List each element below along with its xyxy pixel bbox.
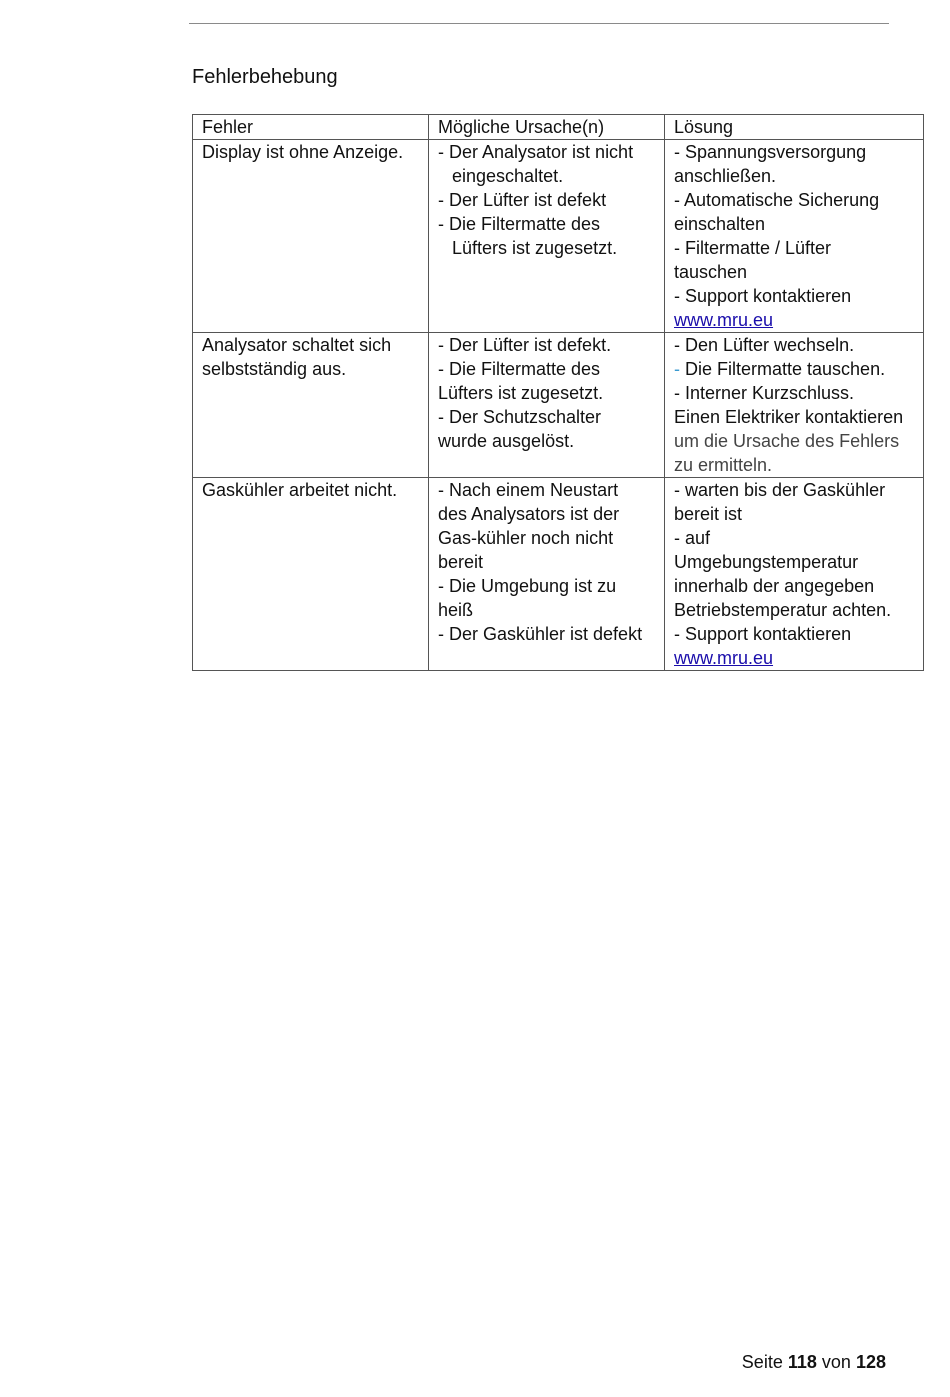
ursachen-cell xyxy=(429,478,665,671)
table-row xyxy=(193,478,924,671)
column-header-loesung: Lösung xyxy=(665,115,924,140)
ursache-line: wurde ausgelöst. xyxy=(438,431,575,451)
table-row xyxy=(193,333,924,478)
troubleshooting-table xyxy=(192,114,924,671)
ursachen-cell xyxy=(429,140,665,333)
loesung-cell xyxy=(665,333,924,478)
loesung-line: - Automatische Sicherung xyxy=(674,190,880,210)
ursache-line: - Der Lüfter ist defekt. xyxy=(438,335,612,355)
ursache-line: bereit xyxy=(438,552,484,572)
loesung-line: - auf xyxy=(674,528,711,548)
ursache-line: eingeschaltet. xyxy=(452,166,564,186)
loesung-line: - Support kontaktieren xyxy=(674,624,852,644)
ursache-line: - Die Filtermatte des xyxy=(438,214,601,234)
page-separator: von xyxy=(821,1352,851,1372)
ursache-line: - Der Analysator ist nicht xyxy=(438,142,634,162)
ursache-line: - Der Gaskühler ist defekt xyxy=(438,624,643,644)
loesung-line: Umgebungstemperatur xyxy=(674,552,859,572)
total-pages: 128 xyxy=(855,1352,886,1372)
loesung-line: um die Ursache des Fehlers xyxy=(674,431,900,451)
loesung-line: bereit ist xyxy=(674,504,743,524)
ursache-line: - Die Umgebung ist zu xyxy=(438,576,617,596)
ursachen-cell xyxy=(429,333,665,478)
support-link[interactable]: www.mru.eu xyxy=(674,310,774,330)
loesung-line xyxy=(674,357,915,381)
loesung-text: Die Filtermatte tauschen. xyxy=(680,359,886,379)
loesung-cell xyxy=(665,140,924,333)
header-rule xyxy=(189,23,889,24)
loesung-line: - Support kontaktieren xyxy=(674,286,852,306)
loesung-line: - Spannungsversorgung xyxy=(674,142,867,162)
page-prefix: Seite xyxy=(741,1352,783,1372)
ursache-line: - Der Lüfter ist defekt xyxy=(438,190,607,210)
ursache-line: des Analysators ist der xyxy=(438,504,620,524)
ursache-line: - Der Schutzschalter xyxy=(438,407,602,427)
loesung-line: - Interner Kurzschluss. xyxy=(674,383,855,403)
column-header-fehler: Fehler xyxy=(193,115,429,140)
ursache-line: - Nach einem Neustart xyxy=(438,480,619,500)
fehler-cell: Display ist ohne Anzeige. xyxy=(193,140,429,333)
loesung-line: - Den Lüfter wechseln. xyxy=(674,335,855,355)
loesung-line: einschalten xyxy=(674,214,766,234)
loesung-line: zu ermitteln. xyxy=(674,455,773,475)
ursache-line: - Die Filtermatte des xyxy=(438,359,601,379)
loesung-cell xyxy=(665,478,924,671)
loesung-line: Einen Elektriker kontaktieren xyxy=(674,407,904,427)
fehler-cell: Analysator schaltet sich selbstständig aus. xyxy=(193,333,429,478)
loesung-line: innerhalb der angegeben xyxy=(674,576,875,596)
ursache-line: Lüfters ist zugesetzt. xyxy=(452,238,618,258)
ursache-line: Gas-kühler noch nicht xyxy=(438,528,614,548)
fehler-cell: Gaskühler arbeitet nicht. xyxy=(193,478,429,671)
loesung-line: tauschen xyxy=(674,262,748,282)
loesung-line: - Filtermatte / Lüfter xyxy=(674,238,832,258)
table-row xyxy=(193,140,924,333)
ursache-line: Lüfters ist zugesetzt. xyxy=(438,383,604,403)
ursache-line: heiß xyxy=(438,600,474,620)
support-link[interactable]: www.mru.eu xyxy=(674,648,774,668)
page-number xyxy=(742,1350,886,1374)
column-header-ursachen: Mögliche Ursache(n) xyxy=(429,115,665,140)
loesung-line: Betriebstemperatur achten. xyxy=(674,600,892,620)
table-header-row xyxy=(193,115,924,140)
loesung-dash: - xyxy=(674,359,680,379)
loesung-line: - warten bis der Gaskühler xyxy=(674,480,886,500)
section-title: Fehlerbehebung xyxy=(192,66,338,88)
current-page: 118 xyxy=(787,1352,817,1372)
loesung-line: anschließen. xyxy=(674,166,777,186)
